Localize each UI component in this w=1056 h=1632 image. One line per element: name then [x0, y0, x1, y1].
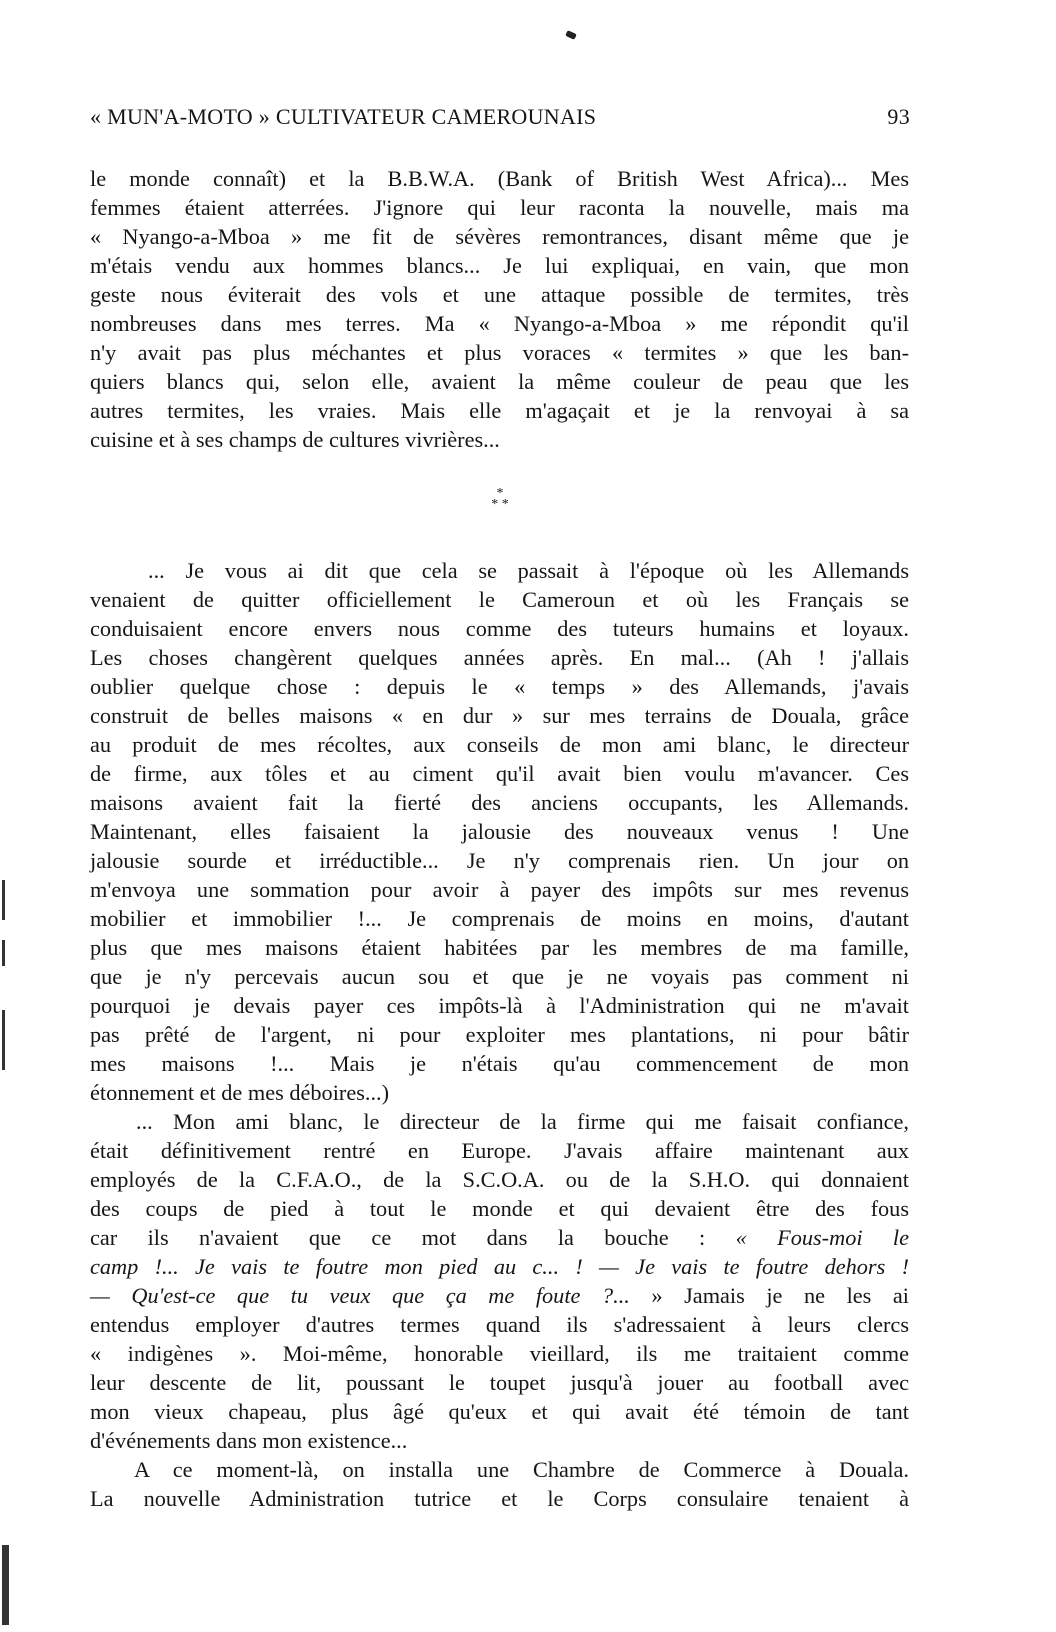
italic-quote: camp !... Je vais te foutre mon pied au c... ! — Je vais te foutre dehors ! — [90, 1254, 909, 1279]
text-line — [90, 1281, 909, 1310]
text-line: Les choses changèrent quelques années après. En mal... (Ah ! j'allais — [90, 645, 909, 670]
text-line: jalousie sourde et irréductible... Je n'y comprenais rien. Un jour on — [90, 848, 909, 873]
text-segment: car ils n'avaient que ce mot dans la bouche : — [90, 1225, 706, 1250]
text-line: d'événements dans mon existence... — [90, 1428, 408, 1453]
text-line: « indigènes ». Moi-même, honorable vieillard, ils me traitaient comme — [90, 1341, 909, 1366]
text-line: femmes étaient atterrées. J'ignore qui leur raconta la nouvelle, mais ma — [90, 195, 909, 220]
text-segment: » Jamais je ne les ai — [651, 1283, 910, 1308]
text-line: construit de belles maisons « en dur » sur mes terrains de Douala, grâce — [90, 703, 909, 728]
text-line: A ce moment-là, on installa une Chambre de Commerce à Douala. — [134, 1457, 909, 1482]
text-line: employés de la C.F.A.O., de la S.C.O.A. ou de la S.H.O. qui donnaient — [90, 1167, 909, 1192]
text-line: cuisine et à ses champs de cultures vivrières... — [90, 427, 500, 452]
paragraph-4 — [90, 1455, 909, 1513]
scan-mark — [2, 880, 5, 920]
text-line: entendus employer d'autres termes quand ils s'adressaient à leurs clercs — [90, 1312, 909, 1337]
separator-asterisk-top: * — [496, 486, 504, 501]
text-line: que je n'y percevais aucun sou et que je ne voyais pas comment ni — [90, 964, 909, 989]
text-line: le monde connaît) et la B.B.W.A. (Bank of British West Africa)... Mes — [90, 166, 909, 191]
text-line: maisons avaient fait la fierté des anciens occupants, les Allemands. — [90, 790, 909, 815]
text-line: leur descente de lit, poussant le toupet jusqu'à jouer au football avec — [90, 1370, 909, 1395]
text-line — [90, 1252, 909, 1281]
text-line: n'y avait pas plus méchantes et plus voraces « termites » que les ban- — [90, 340, 909, 365]
text-line: conduisaient encore envers nous comme des tuteurs humains et loyaux. — [90, 616, 909, 641]
text-line: de firme, aux tôles et au ciment qu'il avait bien voulu m'avancer. Ces — [90, 761, 909, 786]
text-line: geste nous éviterait des vols et une attaque possible de termites, très — [90, 282, 909, 307]
text-line: des coups de pied à tout le monde et qui devaient être des fous — [90, 1196, 909, 1221]
scan-mark — [2, 940, 5, 966]
text-line — [90, 1223, 909, 1252]
scan-speck — [565, 30, 577, 40]
text-line: oublier quelque chose : depuis le « temps » des Allemands, j'avais — [90, 674, 909, 699]
page-number: 93 — [887, 104, 910, 129]
running-head — [90, 104, 910, 134]
italic-quote: — Qu'est-ce que tu veux que ça me foute ?... — [90, 1283, 630, 1308]
text-line: m'envoya une sommation pour avoir à payer des impôts sur mes revenus — [90, 877, 909, 902]
text-line: mes maisons !... Mais je n'étais qu'au commencement de mon — [90, 1051, 909, 1076]
scan-mark — [2, 1010, 5, 1070]
text-line: ... Mon ami blanc, le directeur de la firme qui me faisait confiance, — [136, 1109, 909, 1134]
text-line: ... Je vous ai dit que cela se passait à l'époque où les Allemands — [148, 558, 909, 583]
italic-quote: « Fous-moi le — [735, 1225, 909, 1250]
text-line: venaient de quitter officiellement le Cameroun et où les Français se — [90, 587, 909, 612]
text-line: Maintenant, elles faisaient la jalousie des nouveaux venus ! Une — [90, 819, 909, 844]
text-line: nombreuses dans mes terres. Ma « Nyango-a-Mboa » me répondit qu'il — [90, 311, 909, 336]
text-line: m'étais vendu aux hommes blancs... Je lui expliquai, en vain, que mon — [90, 253, 909, 278]
text-line: pas prêté de l'argent, ni pour exploiter mes plantations, ni pour bâtir — [90, 1022, 909, 1047]
paragraph-1 — [90, 164, 909, 454]
text-line: au produit de mes récoltes, aux conseils de mon ami blanc, le directeur — [90, 732, 909, 757]
text-line: était définitivement rentré en Europe. J'avais affaire maintenant aux — [90, 1138, 909, 1163]
text-line: « Nyango-a-Mboa » me fit de sévères remontrances, disant même que je — [90, 224, 909, 249]
text-line: étonnement et de mes déboires...) — [90, 1080, 390, 1105]
paragraph-2 — [90, 556, 909, 1107]
text-line: plus que mes maisons étaient habitées par les membres de ma famille, — [90, 935, 909, 960]
paragraph-3 — [90, 1107, 909, 1455]
body-text — [90, 164, 909, 1513]
text-line: mon vieux chapeau, plus âgé qu'eux et qui avait été témoin de tant — [90, 1399, 909, 1424]
text-line: autres termites, les vraies. Mais elle m'agaçait et je la renvoyai à sa — [90, 398, 909, 423]
text-line: mobilier et immobilier !... Je comprenais de moins en moins, d'autant — [90, 906, 909, 931]
text-line: pourquoi je devais payer ces impôts-là à l'Administration qui ne m'avait — [90, 993, 909, 1018]
separator-asterisks-bottom: * * — [491, 497, 509, 512]
running-title: « MUN'A-MOTO » CULTIVATEUR CAMEROUNAIS — [90, 104, 597, 129]
scan-mark — [2, 1545, 9, 1625]
text-line: quiers blancs qui, selon elle, avaient la même couleur de peau que les — [90, 369, 909, 394]
text-line: La nouvelle Administration tutrice et le Corps consulaire tenaient à — [90, 1486, 909, 1511]
page-edge-shadow — [0, 0, 12, 1632]
